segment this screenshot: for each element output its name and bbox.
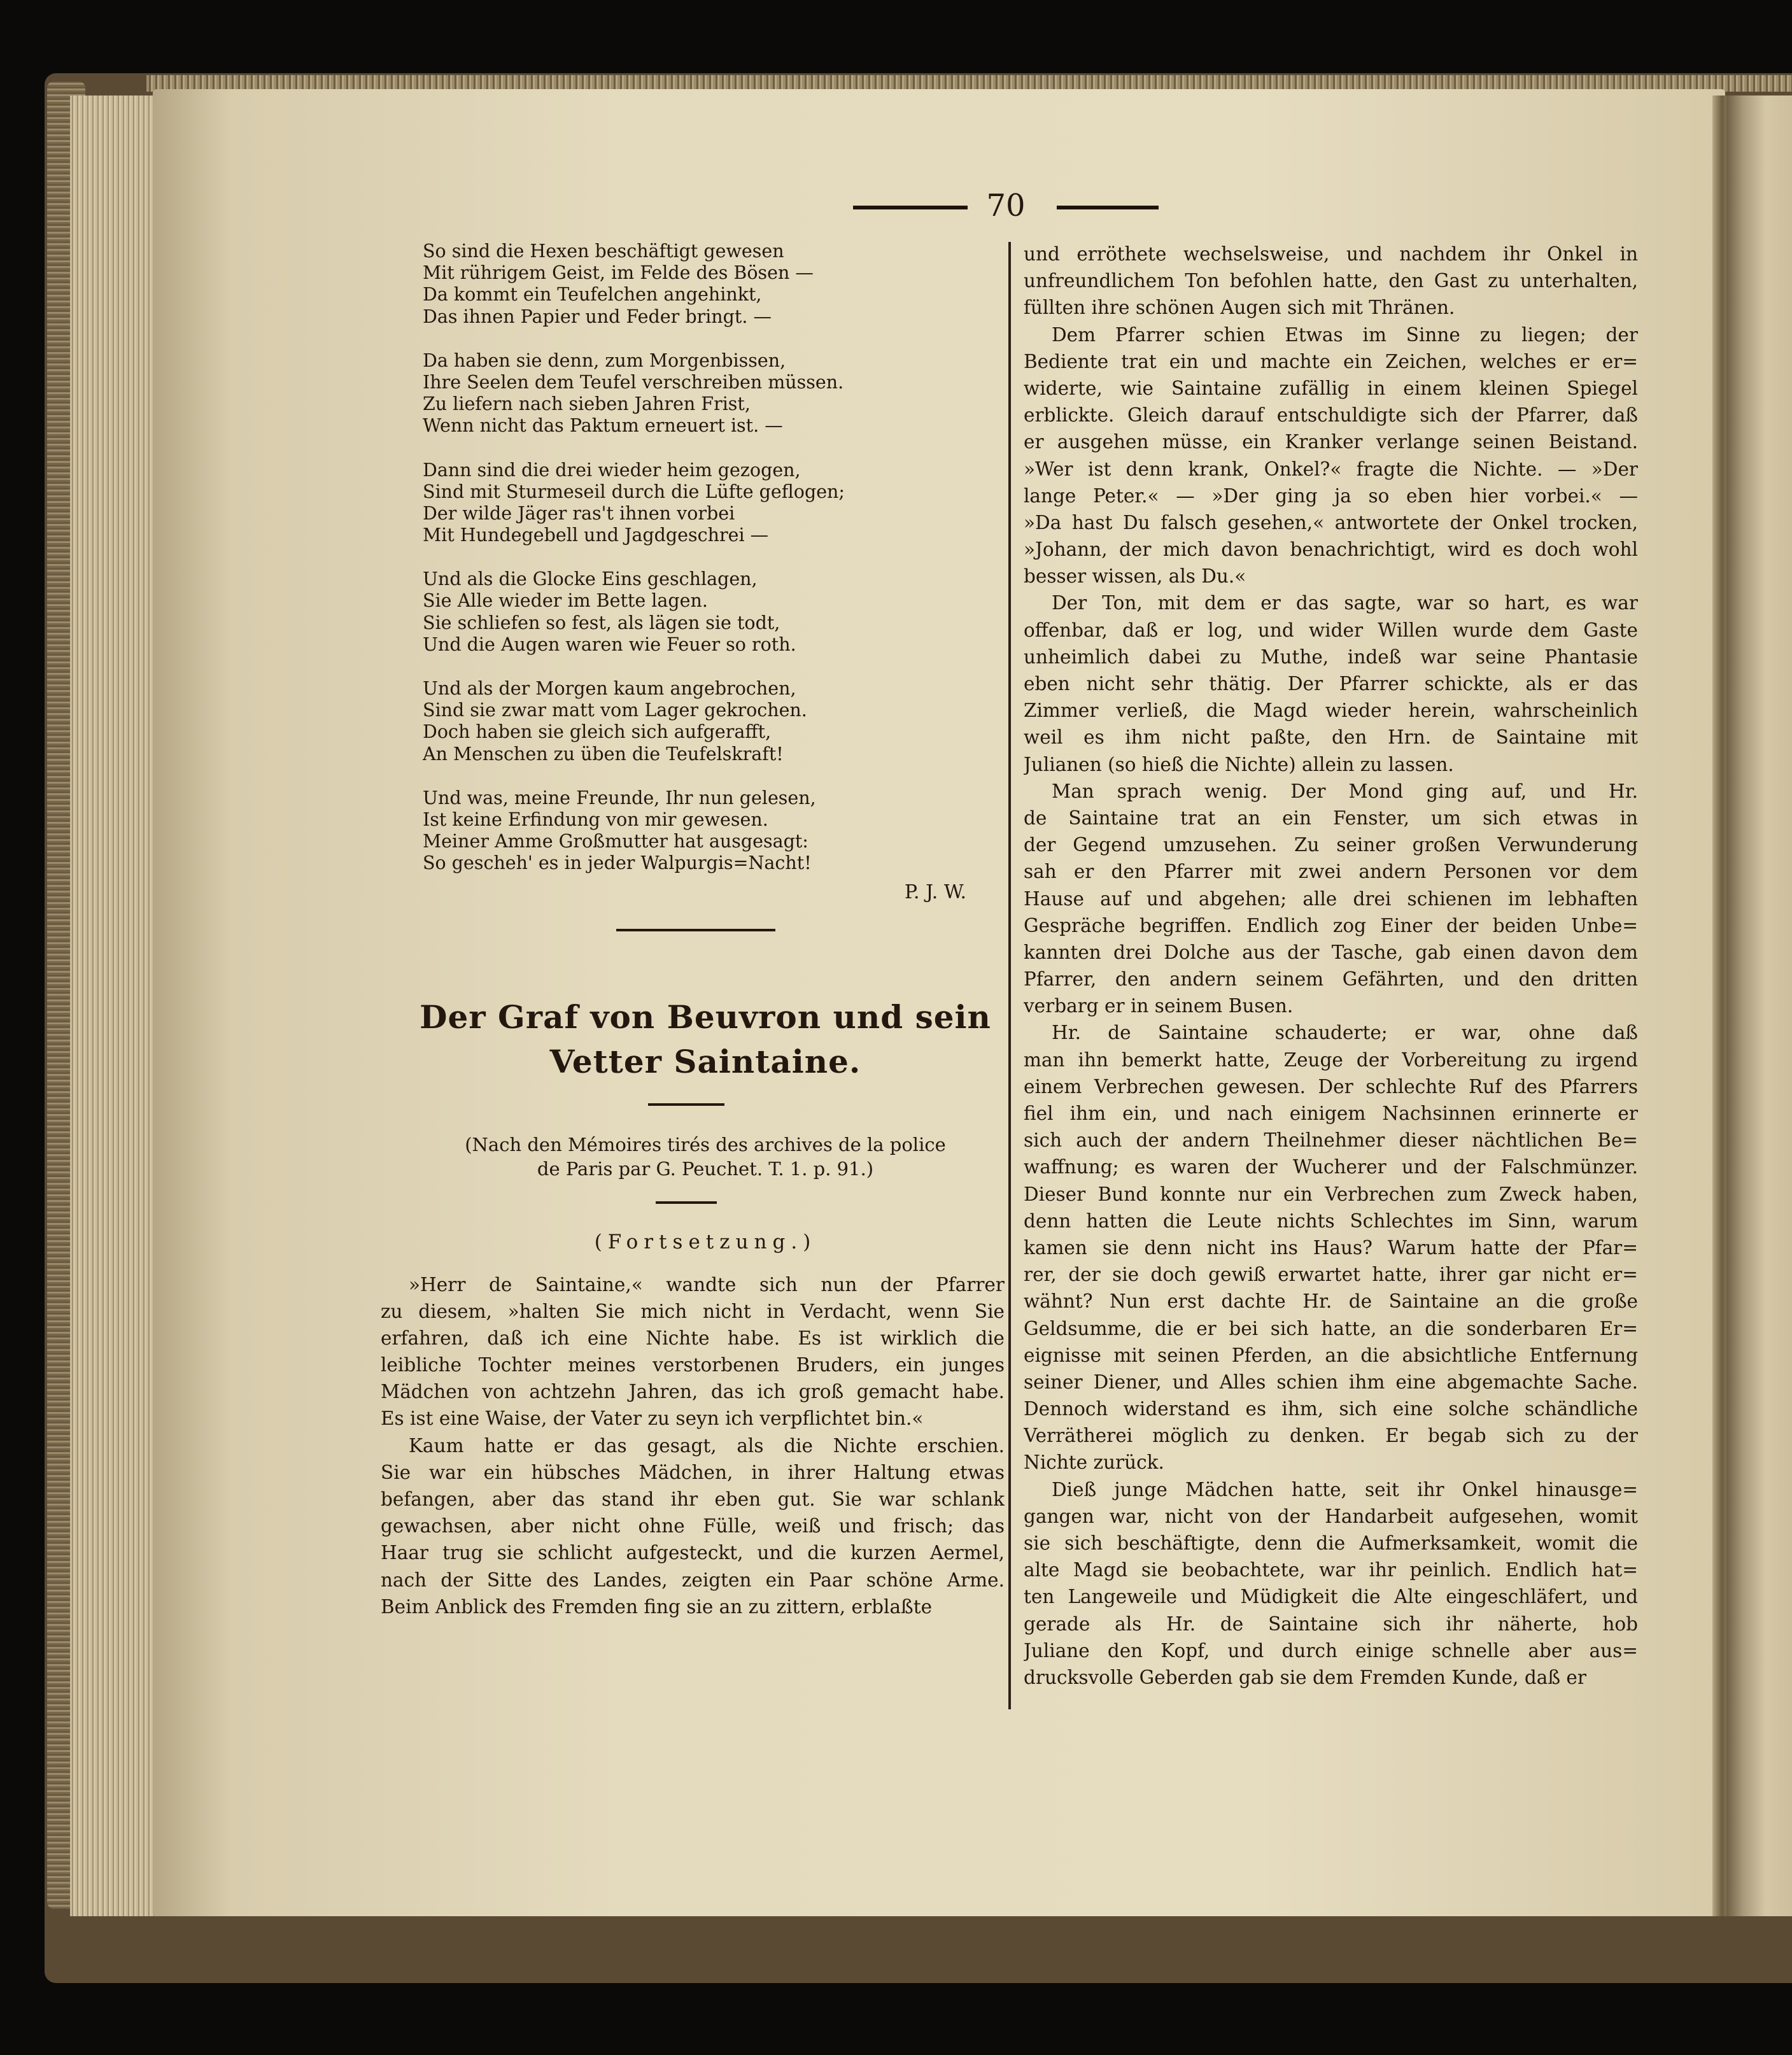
text-line: Pfarrer, den andern seinem Gefährten, und den dritten: [1024, 968, 1638, 991]
poem-stanza: [423, 787, 1005, 875]
poem-line: Mit rührigem Geist, im Felde des Bösen —: [423, 262, 814, 284]
text-line: »Wer ist denn krank, Onkel?« fragte die Nichte. — »Der: [1024, 458, 1638, 480]
poem-signature: P. J. W.: [904, 880, 966, 903]
text-line: eignisse mit seinen Pferden, an die absichtliche Entfernung: [1024, 1344, 1638, 1366]
poem-stanza: [423, 568, 1005, 656]
poem-line: Wenn nicht das Paktum erneuert ist. —: [423, 415, 783, 437]
poem-line: Da kommt ein Teufelchen angehinkt,: [423, 284, 762, 306]
poem-line: Meiner Amme Großmutter hat ausgesagt:: [423, 831, 808, 852]
poem-stanza: [423, 678, 1005, 765]
text-line: offenbar, daß er log, und wider Willen wurde dem Gaste: [1024, 619, 1638, 641]
text-line: verbarg er in seinem Busen.: [1024, 995, 1294, 1017]
text-line: Dennoch widerstand es ihm, sich eine solche schändliche: [1024, 1398, 1638, 1420]
text-line: ten Langeweile und Müdigkeit die Alte eingeschläfert, und: [1024, 1586, 1638, 1608]
article-title: [406, 995, 1005, 1084]
text-line: wähnt? Nun erst dachte Hr. de Saintaine an die große: [1024, 1290, 1638, 1313]
text-line: »Johann, der mich davon benachrichtigt, wird es doch wohl: [1024, 539, 1638, 561]
text-line: kannten drei Dolche aus der Tasche, gab einen davon dem: [1024, 941, 1638, 963]
text-line: weil es ihm nicht paßte, den Hrn. de Saintaine mit: [1024, 726, 1638, 749]
text-line: eben nicht sehr thätig. Der Pfarrer schickte, als er das: [1024, 673, 1638, 695]
poem-line: Und was, meine Freunde, Ihr nun gelesen,: [423, 787, 816, 809]
text-line: Es ist eine Waise, der Vater zu seyn ich verpflichtet bin.«: [381, 1408, 924, 1430]
text-line: Der Ton, mit dem er das sagte, war so hart, es war: [1052, 592, 1638, 614]
poem-line: So sind die Hexen beschäftigt gewesen: [423, 241, 784, 262]
text-line: Haar trug sie schlicht aufgesteckt, und die kurzen Aermel,: [381, 1542, 1005, 1564]
text-line: erfahren, daß ich eine Nichte habe. Es ist wirklich die: [381, 1327, 1005, 1349]
text-line: Dieß junge Mädchen hatte, seit ihr Onkel hinausge=: [1052, 1478, 1638, 1501]
text-line: Julianen (so hieß die Nichte) allein zu lassen.: [1024, 753, 1454, 775]
page-number: 70: [986, 188, 1026, 223]
text-line: besser wissen, als Du.«: [1024, 565, 1246, 588]
text-line: sich auch der andern Theilnehmer dieser nächtlichen Be=: [1024, 1129, 1638, 1152]
text-line: erblickte. Gleich darauf entschuldigte sich der Pfarrer, daß: [1024, 404, 1638, 427]
poem-line: Sie schliefen so fest, als lägen sie todt,: [423, 612, 780, 633]
text-line: lange Peter.« — »Der ging ja so eben hier vorbei.« —: [1024, 484, 1638, 507]
poem-stanza: [423, 460, 1005, 547]
poem-line: An Menschen zu üben die Teufelskraft!: [423, 743, 784, 765]
text-line: seiner Diener, und Alles schien ihm eine abgemachte Sache.: [1024, 1371, 1638, 1393]
article-title-line1: Der Graf von Beuvron und sein: [420, 998, 991, 1036]
article-source-line2: de Paris par G. Peuchet. T. 1. p. 91.): [537, 1157, 874, 1180]
article-title-line2: Vetter Saintaine.: [549, 1042, 861, 1080]
poem-stanza: [423, 350, 1005, 437]
text-line: der Gegend umzusehen. Zu seiner großen Verwunderung: [1024, 834, 1638, 856]
poem-line: Sind sie zwar matt vom Lager gekrochen.: [423, 700, 807, 721]
text-line: Dem Pfarrer schien Etwas im Sinne zu liegen; der: [1052, 323, 1638, 346]
text-line: gewachsen, aber nicht ohne Fülle, weiß und frisch; das: [381, 1515, 1005, 1537]
poem-line: Doch haben sie gleich sich aufgerafft,: [423, 721, 772, 743]
text-line: sie sich beschäftigte, denn die Aufmerksamkeit, womit die: [1024, 1532, 1638, 1554]
poem-line: Sind mit Sturmeseil durch die Lüfte geflogen;: [423, 481, 845, 502]
text-line: »Herr de Saintaine,« wandte sich nun der Pfarrer: [409, 1273, 1005, 1296]
text-line: kamen sie denn nicht ins Haus? Warum hatte der Pfar=: [1024, 1236, 1638, 1259]
column-divider: [1008, 242, 1011, 1709]
poem-line: Dann sind die drei wieder heim gezogen,: [423, 459, 801, 481]
article-source: [406, 1133, 1005, 1181]
text-line: einem Verbrechen gewesen. Der schlechte Ruf des Pfarrers: [1024, 1075, 1638, 1098]
text-line: Dieser Bund konnte nur ein Verbrechen zum Zweck haben,: [1024, 1183, 1638, 1205]
text-line: gerade als Hr. de Saintaine sich ihr näherte, hob: [1024, 1613, 1638, 1635]
left-column: [381, 241, 1005, 1620]
poem-line: Und die Augen waren wie Feuer so roth.: [423, 633, 796, 655]
text-line: Hr. de Saintaine schauderte; er war, ohne daß: [1052, 1022, 1638, 1044]
poem-line: Mit Hundegebell und Jagdgeschrei —: [423, 525, 769, 546]
text-line: alte Magd sie beobachtete, war ihr peinlich. Endlich hat=: [1024, 1559, 1638, 1581]
continuation-label: (Fortsetzung.): [594, 1230, 817, 1253]
poem-line: Zu liefern nach sieben Jahren Frist,: [423, 393, 751, 415]
poem-stanza: [423, 241, 1005, 328]
text-line: Verrätherei möglich zu denken. Er begab sich zu der: [1024, 1425, 1638, 1447]
text-line: und erröthete wechselsweise, und nachdem ihr Onkel in: [1024, 243, 1638, 265]
text-line: befangen, aber das stand ihr eben gut. Sie war schlank: [381, 1488, 1005, 1510]
text-line: sah er den Pfarrer mit zwei andern Personen vor dem: [1024, 861, 1638, 883]
text-line: nach der Sitte des Landes, zeigten ein Paar schöne Arme.: [381, 1569, 1005, 1591]
title-rule: [648, 1103, 724, 1106]
poem-line: Ihre Seelen dem Teufel verschreiben müssen.: [423, 371, 844, 393]
text-line: waffnung; es waren der Wucherer und der Falschmünzer.: [1024, 1156, 1638, 1178]
text-line: leibliche Tochter meines verstorbenen Bruders, ein junges: [381, 1354, 1005, 1376]
text-line: Kaum hatte er das gesagt, als die Nichte erschien.: [409, 1434, 1005, 1457]
text-line: fiel ihm ein, und nach einigem Nachsinnen erinnerte er: [1024, 1103, 1638, 1124]
poem-line: Da haben sie denn, zum Morgenbissen,: [423, 350, 786, 371]
poem-line: Das ihnen Papier und Feder bringt. —: [423, 306, 772, 327]
text-line: Sie war ein hübsches Mädchen, in ihrer Haltung etwas: [381, 1461, 1005, 1483]
text-line: gangen war, nicht von der Handarbeit aufgesehen, womit: [1024, 1505, 1638, 1527]
text-line: unfreundlichem Ton befohlen hatte, den Gast zu unterhalten,: [1024, 270, 1638, 292]
text-line: drucksvolle Geberden gab sie dem Fremden Kunde, daß er: [1024, 1666, 1586, 1688]
text-line: unheimlich dabei zu Muthe, indeß war seine Phantasie: [1024, 646, 1638, 668]
left-prose: [381, 1271, 1005, 1620]
text-line: rer, der sie doch gewiß erwartet hatte, ihrer gar nicht er=: [1024, 1264, 1638, 1286]
poem-line: Ist keine Erfindung von mir gewesen.: [423, 809, 768, 830]
text-line: Geldsumme, die er bei sich hatte, an die sonderbaren Er=: [1024, 1317, 1638, 1339]
right-column: [1024, 241, 1638, 1691]
text-line: er ausgehen müsse, ein Kranker verlange seinen Beistand.: [1024, 431, 1638, 453]
header-rule-right: [1057, 206, 1159, 209]
poem-line: Sie Alle wieder im Bette lagen.: [423, 590, 708, 612]
source-rule: [656, 1201, 717, 1204]
text-line: man ihn bemerkt hatte, Zeuge der Vorbereitung zu irgend: [1024, 1049, 1638, 1071]
poem-line: Und als der Morgen kaum angebrochen,: [423, 678, 796, 699]
text-line: Nichte zurück.: [1024, 1451, 1164, 1474]
text-line: Zimmer verließ, die Magd wieder herein, wahrscheinlich: [1024, 700, 1638, 722]
poem-line: So gescheh' es in jeder Walpurgis=Nacht!: [423, 852, 812, 874]
text-line: widerte, wie Saintaine zufällig in einem kleinen Spiegel: [1024, 377, 1638, 399]
poem-line: Der wilde Jäger ras't ihnen vorbei: [423, 502, 735, 524]
text-line: de Saintaine trat an ein Fenster, um sich etwas in: [1024, 807, 1638, 829]
text-line: Gespräche begriffen. Endlich zog Einer der beiden Unbe=: [1024, 914, 1638, 936]
text-line: denn hatten die Leute nichts Schlechtes im Sinn, warum: [1024, 1210, 1638, 1232]
article-source-line1: (Nach den Mémoires tirés des archives de la police: [465, 1133, 946, 1155]
page-header: [847, 188, 1165, 223]
next-page-edge: [1726, 95, 1792, 1916]
text-line: Hause auf und abgehen; alle drei schienen im lebhaften: [1024, 887, 1638, 910]
text-line: »Da hast Du falsch gesehen,« antwortete der Onkel trocken,: [1024, 511, 1638, 533]
poem: [423, 241, 1005, 875]
text-line: Man sprach wenig. Der Mond ging auf, und Hr.: [1052, 780, 1638, 802]
text-line: zu diesem, »halten Sie mich nicht in Verdacht, wenn Sie: [381, 1300, 1005, 1322]
text-line: Bediente trat ein und machte ein Zeichen, welches er er=: [1024, 350, 1638, 372]
right-prose: [1024, 241, 1638, 1691]
poem-line: Und als die Glocke Eins geschlagen,: [423, 568, 758, 590]
text-line: Beim Anblick des Fremden fing sie an zu zittern, erblaßte: [381, 1595, 933, 1618]
text-line: Mädchen von achtzehn Jahren, das ich groß gemacht habe.: [381, 1381, 1005, 1403]
text-line: Juliane den Kopf, und durch einige schnelle aber aus=: [1024, 1639, 1638, 1662]
text-line: füllten ihre schönen Augen sich mit Thränen.: [1024, 297, 1455, 319]
